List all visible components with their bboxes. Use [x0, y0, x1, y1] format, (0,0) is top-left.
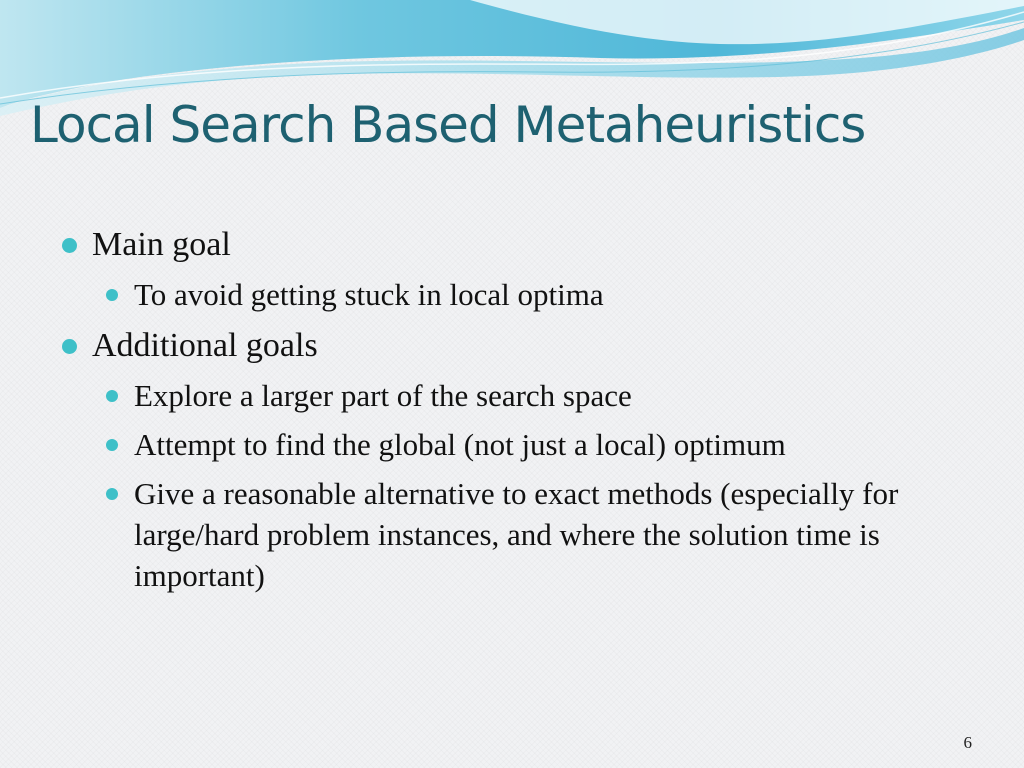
page-number: 6 — [963, 733, 972, 752]
sub-bullet-avoid-local-optima — [102, 274, 980, 315]
sub-bullet-text: Explore a larger part of the search space — [134, 378, 632, 413]
bullet-main-goal — [60, 222, 980, 268]
bullet-list — [60, 222, 980, 604]
sub-bullet-text: Attempt to find the global (not just a local) optimum — [134, 427, 786, 462]
bullet-icon — [62, 339, 77, 354]
sub-bullet-text: Give a reasonable alternative to exact methods (especially for large/hard problem instances, and where the solution time is important) — [134, 476, 899, 593]
sub-bullet-alternative — [102, 473, 980, 596]
bullet-text: Main goal — [92, 226, 231, 263]
bullet-icon — [106, 488, 118, 500]
bullet-icon — [106, 289, 118, 301]
sub-bullet-explore — [102, 375, 980, 416]
slide-title: Local Search Based Metaheuristics — [30, 96, 866, 154]
bullet-additional-goals — [60, 323, 980, 369]
bullet-text: Additional goals — [92, 327, 318, 364]
bullet-icon — [106, 390, 118, 402]
bullet-icon — [62, 238, 77, 253]
sub-bullet-global-optimum — [102, 424, 980, 465]
sub-bullet-text: To avoid getting stuck in local optima — [134, 277, 604, 312]
bullet-icon — [106, 439, 118, 451]
